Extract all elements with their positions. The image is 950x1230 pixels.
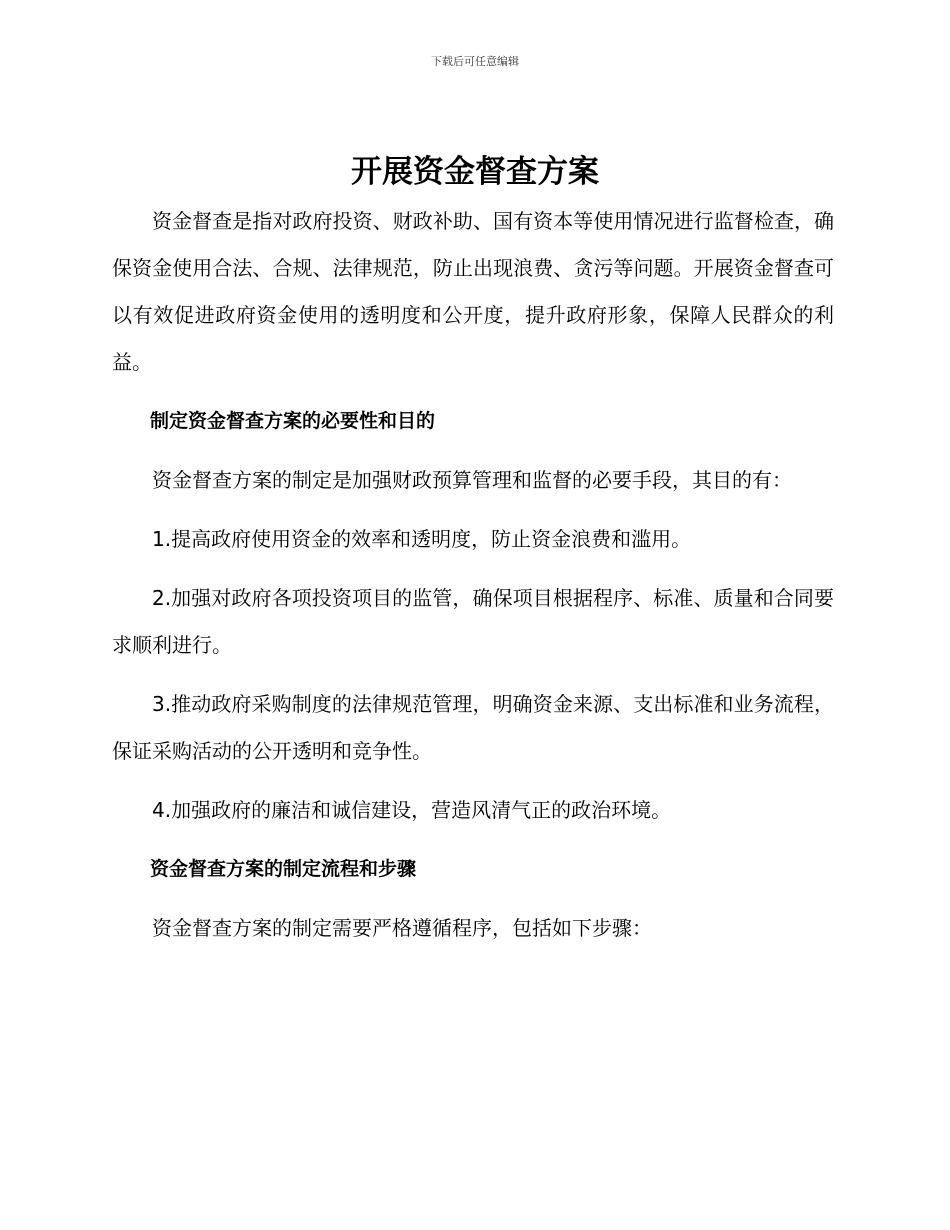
purpose-item-3: 3.推动政府采购制度的法律规范管理，明确资金来源、支出标准和业务流程，保证采购活动的公开透明和竞争性。 xyxy=(112,692,834,763)
purpose-item-2: 2.加强对政府各项投资项目的监管，确保项目根据程序、标准、质量和合同要求顺利进行。 xyxy=(112,586,834,657)
header-note: 下载后可任意编辑 xyxy=(431,55,519,68)
document-body xyxy=(112,198,834,964)
purpose-item-1: 1.提高政府使用资金的效率和透明度，防止资金浪费和滥用。 xyxy=(152,527,692,551)
intro-paragraph: 资金督查是指对政府投资、财政补助、国有资本等使用情况进行监督检查，确保资金使用合法、合规、法律规范，防止出现浪费、贪污等问题。开展资金督查可以有效促进政府资金使用的透明度和公开度，提升政府形象，保障人民群众的利益。 xyxy=(112,209,834,374)
section-heading-purpose: 制定资金督查方案的必要性和目的 xyxy=(150,410,436,432)
process-intro-paragraph: 资金督查方案的制定需要严格遵循程序，包括如下步骤： xyxy=(152,916,652,940)
purpose-item-4: 4.加强政府的廉洁和诚信建设，营造风清气正的政治环境。 xyxy=(152,798,672,822)
section-heading-process: 资金督查方案的制定流程和步骤 xyxy=(150,858,417,880)
purpose-intro-paragraph: 资金督查方案的制定是加强财政预算管理和监督的必要手段，其目的有： xyxy=(152,468,792,492)
document-title: 开展资金督查方案 xyxy=(351,154,599,190)
